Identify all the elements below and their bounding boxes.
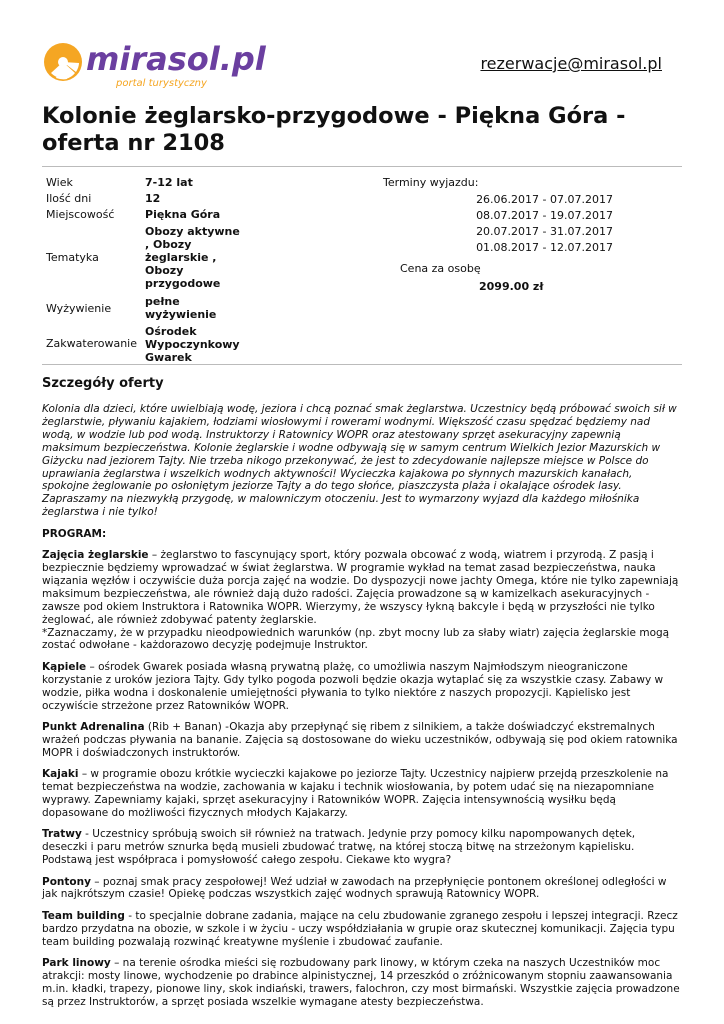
sun-icon: [42, 36, 282, 92]
divider-middle: [42, 364, 682, 365]
section-text: – żeglarstwo to fascynujący sport, który pozwala obcować z wodą, wiatrem i przyrodą. Z pasją i bezpiecznie będziemy wprowadzać w świat żeglarstwa. W programie wykład na temat zasad bezpieczeństwa, nauka wiązania węzłów i oczywiście duża porcja zajęć na wodzie. Do dyspozycji nowe jachty Omega, które nie tylko zapewniają maksimum bezpieczeństwa, ale również dają dużo radości. Zajęcia prowadzone są w kamizelkach asekuracyjnych - zawsze pod okiem Instruktora i Ratownika WOPR. Wierzymy, że wszyscy łykną bakcyle i będą w przyszłości nie tylko żeglować, ale również zdobywać patenty żeglarskie.: [42, 549, 679, 626]
offer-info-table: [42, 174, 245, 364]
term-date: 20.07.2017 - 31.07.2017: [476, 225, 613, 238]
details-heading: Szczegóły oferty: [42, 376, 164, 391]
terms-label: Terminy wyjazdu:: [383, 176, 479, 189]
term-date: 01.08.2017 - 12.07.2017: [476, 241, 613, 254]
term-date: 08.07.2017 - 19.07.2017: [476, 209, 613, 222]
info-label: Zakwaterowanie: [46, 337, 138, 350]
info-value: Obozy aktywne , Obozy żeglarskie , Obozy przygodowe: [145, 225, 240, 290]
info-row-location: [42, 206, 245, 222]
section-title: Kąpiele: [42, 660, 87, 673]
info-value: pełne wyżywienie: [145, 295, 217, 321]
info-row-age: [42, 174, 245, 190]
term-date: 26.06.2017 - 07.07.2017: [476, 193, 613, 206]
info-value: Piękna Góra: [145, 207, 221, 221]
intro-text: Kolonia dla dzieci, które uwielbiają wodę, jeziora i chcą poznać smak żeglarstwa. Uczestnicy będą próbować swoich sił w żeglarstwie, pływaniu kajakiem, łodziami wiosłowymi i rowerami wodnymi. Większość czasu spędzać będziemy nad wodą, w wodzie lub pod wodą. Instruktorzy i Ratownicy WOPR oraz atestowany sprzęt asekuracyjny zapewnią maksimum bezpieczeństwa. Kolonie żeglarskie i wodne odbywają się w samym centrum Wielkich Jezior Mazurskich w Giżycku nad jeziorem Tajty. Nie trzeba nikogo przekonywać, że jest to zdecydowanie najlepsze miejsce w Polsce do uprawiania żeglarstwa i wszelkich wodnych aktywności! Wycieczka kajakowa po słynnych mazurskich kanałach, spokojne żeglowanie po osłoniętym jeziorze Tajty a do tego słońce, piaszczysta plaża i okalające ośrodek lasy. Zapraszamy na niezwykłą przygodę, w malowniczym otoczeniu. Jest to wymarzony wyjazd dla każdego miłośnika żeglarstwa i nie tylko!: [42, 403, 677, 519]
section-adrenaline: [42, 721, 682, 760]
divider-top: [42, 166, 682, 167]
page-title: Kolonie żeglarsko-przygodowe - Piękna Góra - oferta nr 2108: [42, 103, 626, 156]
info-value: Ośrodek Wypoczynkowy Gwarek: [145, 325, 240, 364]
program-label: PROGRAM:: [42, 527, 107, 540]
section-sailing: [42, 549, 682, 652]
info-row-meals: [42, 293, 245, 323]
contact-email-link[interactable]: rezerwacje@mirasol.pl: [480, 54, 662, 73]
price-value: 2099.00 zł: [479, 280, 544, 293]
info-label: Wiek: [46, 175, 73, 189]
section-title: Punkt Adrenalina: [42, 720, 145, 733]
price-label: Cena za osobę: [400, 262, 481, 275]
section-kayaks: [42, 768, 682, 820]
info-row-accommodation: [42, 323, 245, 364]
info-value: 12: [145, 191, 161, 205]
section-title: Kajaki: [42, 768, 79, 781]
section-note: *Zaznaczamy, że w przypadku nieodpowiednich warunków (np. zbyt mocny lub za słaby wiatr) zajęcia żeglarskie mogą zostać odwołane - każdorazowo decyzję podejmuje Instruktor.: [42, 626, 670, 652]
info-value: 7-12 lat: [145, 175, 193, 189]
section-text: – poznaj smak pracy zespołowej! Weź udział w zawodach na przepłynięcie pontonem określonej odległości w jak najkrótszym czasie! Opiekę podczas wszystkich zajęć wodnych sprawują Ratownicy WOPR.: [42, 875, 667, 901]
section-text: – na terenie ośrodka mieści się rozbudowany park linowy, w którym czeka na naszych Uczestników moc atrakcji: mosty linowe, wychodzenie po drabince alpinistycznej, 14 przeszkód o zróżnicowanym stopniu zaawansowania m.in. kładki, trapezy, pionowe liny, skok indiański, trawers, falochron, czy most birmański. Wszystkie zajęcia prowadzone są przez Instruktorów, a sprzęt posiada wszelkie wymagane atesty bezpieczeństwa.: [42, 957, 680, 1008]
section-text: – w programie obozu krótkie wycieczki kajakowe po jeziorze Tajty. Uczestnicy najpierw przejdą przeszkolenie na temat bezpieczeństwa na wodzie, zachowania w kajaku i technik wiosłowania, by potem udać się na niezapomniane wyprawy. Zapewniamy kajaki, sprzęt asekuracyjny i Ratowników WOPR. Zajęcia intensywnością wysiłku będą dopasowane do możliwości fizycznych młodych Kajakarzy.: [42, 768, 669, 819]
section-team-building: [42, 910, 682, 949]
section-title: Tratwy: [42, 828, 82, 841]
section-swimming: [42, 661, 682, 713]
departure-terms: [383, 176, 613, 294]
logo[interactable]: [42, 36, 282, 92]
info-row-days: [42, 190, 245, 206]
section-title: Team building: [42, 909, 125, 922]
info-label: Tematyka: [46, 251, 99, 264]
section-rafts: [42, 828, 682, 867]
section-text: (Rib + Banan) -Okazja aby przepłynąć się ribem z silnikiem, a także doświadczyć ekstremalnych wrażeń podczas pływania na bananie. Zajęcia są dostosowane do wieku uczestników, odbywają się pod okiem ratownika MOPR i doświadczonych instruktorów.: [42, 720, 678, 759]
logo-wordmark: mirasol.pl: [86, 40, 266, 78]
section-text: - Uczestnicy spróbują swoich sił również na tratwach. Jedynie przy pomocy kilku napompowanych dętek, deseczki i paru metrów sznurka będą musieli zbudować tratwę, na której stoczą bitwę na strzeżonym kąpielisku. Podstawą jest współpraca i pomysłowość całego zespołu. Ciekawe kto wygra?: [42, 828, 636, 867]
section-text: - to specjalnie dobrane zadania, mające na celu zbudowanie zgranego zespołu i lepszej integracji. Rzecz bardzo przydatna na obozie, w szkole i w życiu - uczy współdziałania w grupie oraz skutecznej komunikacji. Zajęcia typu team building pozwalają rozwinąć kreatywne myślenie i zbudować zaufanie.: [42, 909, 678, 948]
logo-tagline: portal turystyczny: [116, 78, 207, 89]
section-text: – ośrodek Gwarek posiada własną prywatną plażę, co umożliwia naszym Najmłodszym nieograniczone korzystanie z uroków jeziora Tajty. Gdy tylko pogoda pozwoli będzie okazja wytaplać się za wszystkie czasy. Zabawy w wodzie, piłka wodna i doskonalenie umiejętności pływania to tylko niektóre z naszych propozycji. Kąpielisko jest oczywiście strzeżone przez Ratowników WOPR.: [42, 660, 664, 712]
section-title: Zajęcia żeglarskie: [42, 549, 149, 562]
section-rope-park: [42, 957, 682, 1009]
info-label: Ilość dni: [46, 191, 92, 205]
section-title: Pontony: [42, 875, 91, 888]
offer-details: [42, 403, 682, 1017]
info-row-theme: [42, 222, 245, 293]
info-label: Miejscowość: [46, 207, 115, 221]
section-title: Park linowy: [42, 957, 111, 970]
info-label: Wyżywienie: [46, 301, 112, 315]
section-pontoons: [42, 876, 682, 902]
